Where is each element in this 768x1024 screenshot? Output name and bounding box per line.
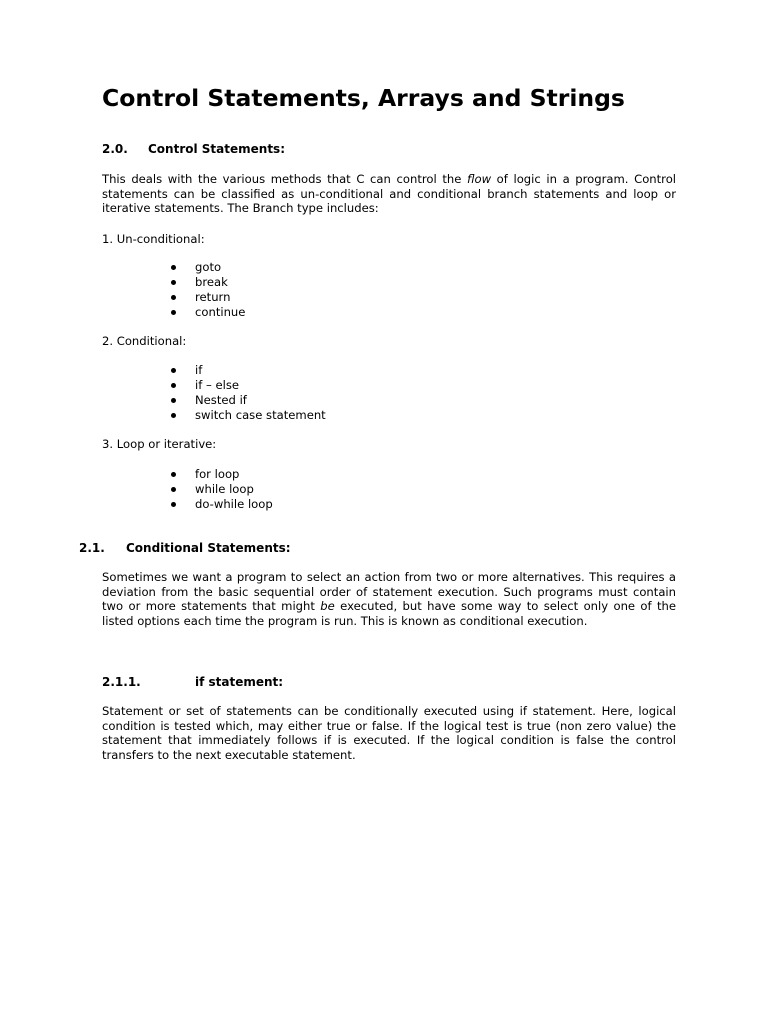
bullet-icon [171,472,176,477]
list-item [170,497,273,512]
bullet-icon [171,383,176,388]
list-item [170,275,245,290]
list-item-text: while loop [195,481,254,496]
para-text-1: Sometimes we want a program to select an action from two or more alternatives. This requires a deviation from the basic sequential order of statement execution. Such programs must contain two or more statements that might [102,570,676,614]
bullet-icon [171,502,176,507]
list-item-text: continue [195,304,246,319]
section-2-0-heading [102,142,285,157]
bullet-icon [171,413,176,418]
section-2-1-1-paragraph: Statement or set of statements can be conditionally executed using if statement. Here, logical condition is tested which, may either true or false. If the logical test is true (non zero value) the statement that immediately follows if is executed. If the logical condition is false the control transfers to the next executable statement. [102,704,676,763]
list-item-text: return [195,289,231,304]
group-label-conditional: 2. Conditional: [102,334,187,348]
bullet-icon [171,280,176,285]
section-2-1-number: 2.1. [79,541,105,555]
conditional-list [170,363,326,423]
list-item-text: Nested if [195,392,247,407]
section-2-1-paragraph [102,570,676,629]
bullet-icon [171,295,176,300]
loop-list [170,467,273,512]
list-item-text: if – else [195,377,239,392]
section-2-1-heading [79,541,291,556]
list-item [170,378,326,393]
list-item [170,290,245,305]
section-2-1-1-heading [102,675,283,690]
bullet-icon [171,398,176,403]
para-italic-be: be [320,599,335,614]
section-2-1-1-number: 2.1.1. [102,675,141,689]
unconditional-list [170,260,245,320]
section-2-0-number: 2.0. [102,142,128,156]
list-item [170,467,273,482]
bullet-icon [171,265,176,270]
list-item-text: break [195,274,228,289]
list-item [170,408,326,423]
list-item [170,482,273,497]
list-item [170,393,326,408]
section-2-0-intro [102,172,676,216]
intro-italic-flow: flow [466,172,492,186]
section-2-1-1-title: if statement: [195,675,284,689]
bullet-icon [171,368,176,373]
group-label-unconditional: 1. Un-conditional: [102,232,205,246]
intro-text-2: of logic in a program. Control statements can be classified as un-conditional and conditional branch statements and loop or iterative statements. The Branch type includes: [102,172,677,216]
list-item-text: for loop [195,467,240,481]
bullet-icon [171,310,176,315]
list-item-text: if [195,363,203,377]
page-title: Control Statements, Arrays and Strings [102,84,625,112]
intro-text-1: This deals with the various methods that C can control the [102,172,467,186]
list-item-text: switch case statement [195,407,326,422]
list-item [170,305,245,320]
list-item-text: goto [195,260,222,274]
group-label-loop: 3. Loop or iterative: [102,437,217,451]
list-item [170,363,326,378]
para-text-2: executed, but have some way to select only one of the listed options each time the program is run. This is known as conditional execution. [102,599,676,629]
section-2-0-title: Control Statements: [148,142,285,156]
list-item [170,260,245,275]
section-2-1-title: Conditional Statements: [126,541,291,555]
bullet-icon [171,487,176,492]
list-item-text: do-while loop [195,496,273,511]
